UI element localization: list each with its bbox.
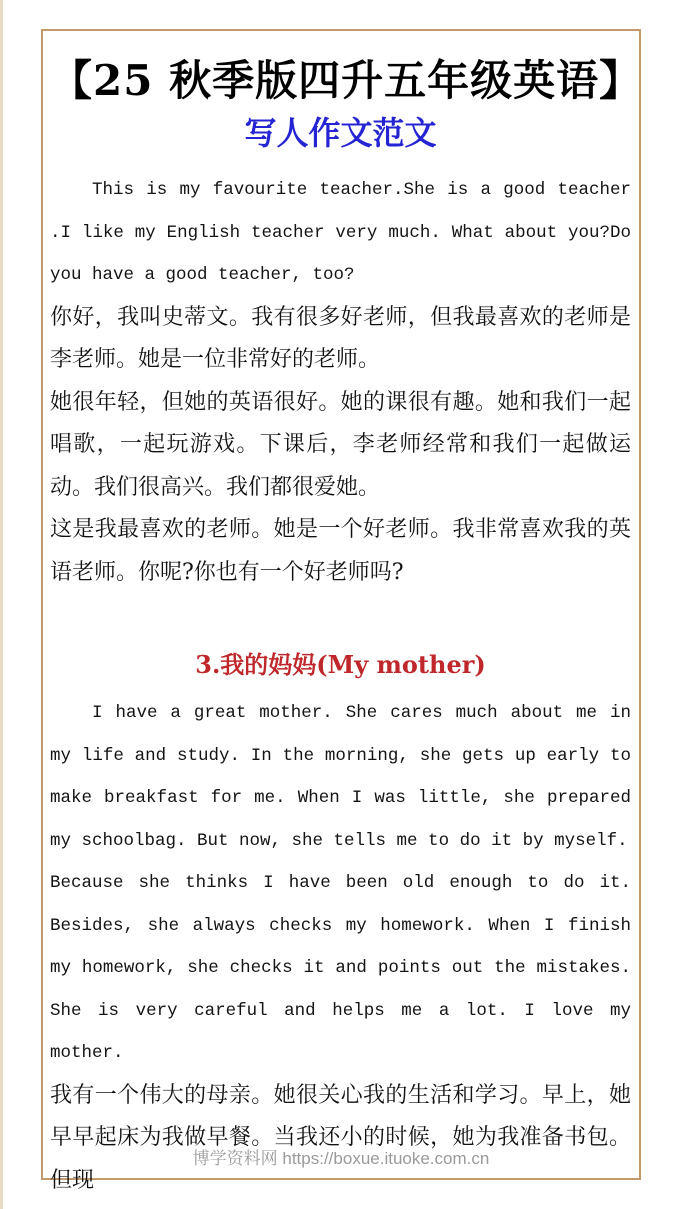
teacher-essay-chinese-paragraph-2: 她很年轻，但她的英语很好。她的课很有趣。她和我们一起唱歌，一起玩游戏。下课后，李老师经常和我们一起做运动。我们很高兴。我们都很爱她。: [50, 389, 631, 500]
document-title: 【25 秋季版四升五年级英语】: [50, 56, 643, 105]
page-border-frame: [41, 29, 643, 1193]
document-body: [50, 169, 631, 1202]
footer-watermark: 博学资料网 https://boxue.ituoke.com.cn: [192, 1149, 490, 1168]
mother-essay-chinese-paragraph: 我有一个伟大的母亲。她很关心我的生活和学习。早上，她早早起床为我做早餐。当我还小的时候，她为我准备书包。但现: [50, 1082, 631, 1193]
teacher-essay-english-paragraph: This is my favourite teacher.She is a good teacher .I like my English teacher very much. What about you?Do you have a good teacher, too?: [50, 180, 631, 285]
teacher-essay-chinese-paragraph-3: 这是我最喜欢的老师。她是一个好老师。我非常喜欢我的英语老师。你呢?你也有一个好老师吗?: [50, 517, 631, 585]
teacher-essay-chinese-paragraph-1: 你好，我叫史蒂文。我有很多好老师，但我最喜欢的老师是李老师。她是一位非常好的老师。: [50, 304, 631, 372]
scan-edge-artifact: [0, 0, 3, 1209]
document-subtitle: 写人作文范文: [244, 114, 437, 152]
mother-essay-english-paragraph-2: Because she thinks I have been old enough to do it. Besides, she always checks my homework. When I finish my homework, she checks it and points out the mistakes. She is very careful and helps me a lot. I love my mother.: [50, 873, 631, 1063]
section-heading-my-mother: 3.我的妈妈(My mother): [195, 650, 486, 679]
mother-essay-english-paragraph-1: I have a great mother. She cares much about me in my life and study. In the morning, she gets up early to make breakfast for me. When I was little, she prepared my schoolbag. But now, she tells me to do it by myself.: [50, 703, 631, 851]
